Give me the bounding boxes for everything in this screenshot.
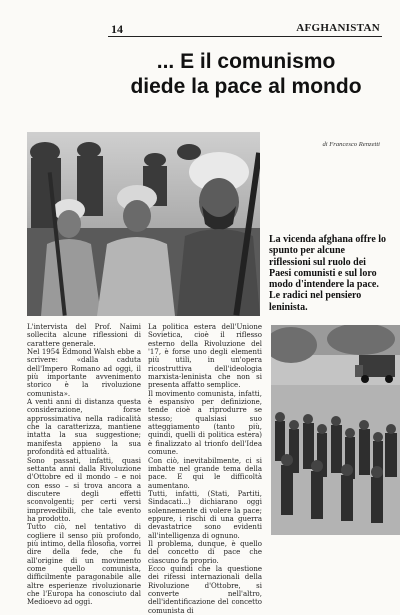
byline: di Francesco Renzetti (322, 141, 380, 148)
photo-afghan-fighters-image (27, 132, 260, 316)
title-line-2: diede la pace al mondo (130, 75, 362, 98)
page-number: 14 (111, 22, 123, 36)
lead-paragraph: La vicenda afghana offre lo spunto per alcune riflessioni sul ruolo dei Paesi comunisti e sul loro modo d'intendere la pace. Le radici nel pensiero leninista. (269, 234, 387, 313)
article-column-1: L'intervista del Prof. Naimi sollecita alcune riflessioni di carattere generale. Nel 1954 Edmond Walsh ebbe a scrivere: «dalla caduta dell'Impero Romano ad oggi, il più importante avvenimento storico è la rivoluzione comunista». A venti anni di distanza questa considerazione, forse approssimativa nella radicalità che la caratterizza, mantiene intatta la sua suggestione; manifesta appieno la sua profondità ed attualità. Sono passati, infatti, quasi settanta anni dalla Rivoluzione d'Ottobre ed il mondo – e noi con esso – si trova ancora a discutere degli effetti sconvolgenti; per certi versi imprevedibili, che tale evento ha prodotto. Tutto ciò, nel tentativo di cogliere il senso più profondo, più intimo, della filosofia, vorrei dire della fede, che fu all'origine di un movimento come quello comunista, difficilmente paragonabile alle altre esperienze rivoluzionarie che l'Europa ha conosciuto dal Medioevo ad oggi. (27, 323, 141, 607)
article-title (108, 49, 384, 99)
title-line-1: ... E il comunismo (156, 50, 336, 73)
section-title: AFGHANISTAN (296, 22, 380, 34)
header-rule (108, 36, 382, 37)
photo-soldiers-street (271, 325, 400, 535)
article-column-2: La politica estera dell'Unione Sovietica, cioè il riflesso esterno della Rivoluzione del '17, è forse uno degli elementi più utili, in un'opera ricostruttiva dell'ideologia marxista-leninista che non si presenta affatto semplice. Il movimento comunista, infatti, è espansivo per definizione, tende cioè a riprodurre se stesso; qualsiasi suo atteggiamento (tanto più, quindi, quelli di politica estera) è finalizzato al trionfo dell'Idea comune. Con ciò, inevitabilmente, ci si imbatte nel grande tema della pace. E qui le difficoltà aumentano. Tutti, infatti, (Stati, Partiti, Sindacati...) dichiarano oggi solennemente di volere la pace; eppure, i rischi di una guerra devastatrice sono evidenti all'intelligenza di ognuno. Il problema, dunque, è quello del concetto di pace che ciascuno fa proprio. Ecco quindi che la questione dei rifessi internazionali della Rivoluzione d'Ottobre, si converte nell'altro, dell'identificazione del concetto comunista di (148, 323, 262, 615)
photo-soldiers-street-image (271, 325, 400, 535)
photo-afghan-fighters (27, 132, 260, 316)
